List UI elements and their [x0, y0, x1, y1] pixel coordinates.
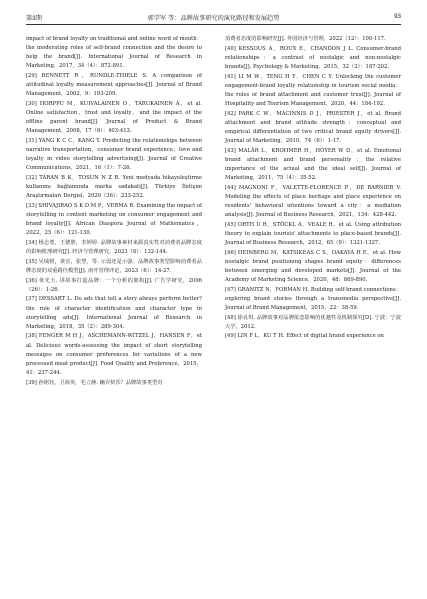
reference-entry: [36] 黄光玉. 讲故事打造品牌：一个分析的架构[J]. 广告学研究，2006（26）：1-26.	[26, 277, 202, 293]
right-column	[225, 35, 401, 342]
reference-entry: [46] HEINBERG M，KATSIKEAS C S，OAKAYA H E，et al. How nostalgic brand positioning shapes brand equity：differences between emerging and developed markets[J]. Journal of the Academy of Marketing Science，2020，48：869-890.	[225, 249, 401, 283]
reference-entry: [41] LI M W，TENG H Y，CHEN C Y. Unlocking the customer engagement-brand loyalty relationship in tourism social media：the roles of brand attachment and customer trust[J]. Journal of Hospitality and Tourism Management，2020，44：184-192.	[225, 73, 401, 107]
reference-entry: [40] KESSOUS A，ROUX E，CHANDON J L. Consumer-brand relationships：a contrast of nostalgic and non-nostalgic brands[J]. Psychology & Marketing，2015，32（2）：187-202.	[225, 45, 401, 70]
reference-entry: 消费者态度的影响研究[J]. 外国经济与管理，2022（12）：100-117.	[225, 36, 386, 42]
reference-entry: [39] 孙铭钰，卫海英，毛立静. 幽弄快乐？品牌故事类型对	[26, 379, 163, 386]
page-number: 93	[394, 13, 401, 20]
reference-entry: [35] 吴绒媛，黄宜，张慧，等. 示弱还是示强：品牌故事类型影响消费者品牌态度的双重路径模型[J]. 南开管理评论，2023（6）：14-27.	[26, 258, 202, 274]
reference-entry: [38] FENGER M H J，ASCHEMANN-WITZEL J，HANSEN F，et al. Delicious words-assessing the impact of short storytelling messages on consumer preferences for variations of a new processed meat product[J]. Food Quality and Preference，2015，41：237-244.	[26, 333, 202, 376]
reference-entry: [37] DESSART L. Do ads that tell a story always perform better? the role of character identification and character type in storytelling ads[J]. International Journal of Research in Marketing，2018，35（2）：289-304.	[26, 296, 202, 330]
reference-entry: [43] MALÄR L，KROHMER H，HOYER W D，et al. Emotional brand attachment and brand personality：the relative importance of the actual and the ideal self[J]. Journal of Marketing，2011，75（4）：35-52.	[225, 147, 401, 181]
reference-entry: [47] GRANITZ N，FORMAN H. Building self-brand connections：exploring brand stories through a transmedia perspective[J]. Journal of Brand Management，2015，22：38-59.	[225, 286, 401, 311]
reference-entry: [49] LIN F L，KU T H. Effect of digital brand experience on	[225, 333, 384, 340]
page-header	[26, 10, 401, 25]
reference-entry: [42] PARK C W，MACINNIS D J，PRIESTER J，et al. Brand attachment and brand attitude strength：conceptual and empirical differentiation of two critical brand equity drivers[J]. Journal of Marketing，2010，74（6）：1-17.	[225, 110, 401, 144]
reference-entry: [32] TARAN B K，TOSUN N Z B. Yeni medyada hikayeleştirme kullanımı bağlamında marka sadakati[J]. Türkiye İletişim Araştırmaları Dergisi，2020（36）：233-252.	[26, 174, 202, 199]
running-title: 郭学军 等：品牌故事研究的演化路径和发展趋势	[147, 15, 280, 22]
left-column	[26, 35, 202, 388]
issue-label: 第3期	[26, 15, 42, 22]
reference-entry: [30] HORPPU M，KUIVALAINEN O，TARUKAINEN A，et al. Online satisfaction，trust and loyalty，and the impact of the offline parent brand[J]. Journal of Product & Brand Management，2008，17（6）：403-413.	[26, 100, 202, 135]
reference-entry: [29] BENNETT R，RUNDLE-THIELE S. A comparison of attitudinal loyalty measurement approaches[J]. Journal of Brand Management，2002，9：193-209.	[26, 72, 202, 98]
reference-entry: [44] MAGNONI F，VALETTE-FLORENCE P，DE BARNIER V. Modeling the effects of place heritage and place experience on residents' behavioral intentions toward a city：a mediation analysis[J]. Journal of Business Research，2021，134：428-442.	[225, 184, 401, 218]
reference-entry: [31] YANG K C C，KANG Y. Predicting the relationships between narrative transportation，consumer brand experience，love and loyalty in video storytelling advertising[J]. Journal of Creative Communications，2021，16（1）：7-26.	[26, 137, 202, 172]
reference-entry: impact of brand loyalty on traditional and online word of mouth：the moderating roles of self-brand connection and the desire to help the brand[J]. International Journal of Research in Marketing，2017，34（4）：872-891.	[26, 36, 202, 70]
reference-entry: [34] 杨志勇，王德胜，李婷婷. 品牌故事素材来源真实性对消费者品牌态度的影响机理研究[J]. 经济与管理研究，2023（8）：132-144.	[26, 239, 202, 255]
reference-entry: [45] ORTH U R，STÖCKL A，VEALE R，et al. Using attribution theory to explain tourists' attachments to place-based brands[J]. Journal of Business Research，2012，65（9）：1321-1327.	[225, 221, 401, 246]
reference-entry: [33] SHIVAJIRAO S K D M P，VERMA R. Examining the impact of storytelling in content marketing on consumer engagement and brand loyalty[J]. African Diaspora Journal of Mathematics，2022，25（6）：121-130.	[26, 202, 202, 236]
reference-entry: [48] 徐良琪. 品牌故事对品牌依恋影响的优越性及机制探究[D]. 宁波：宁波大学，2012.	[225, 314, 401, 330]
